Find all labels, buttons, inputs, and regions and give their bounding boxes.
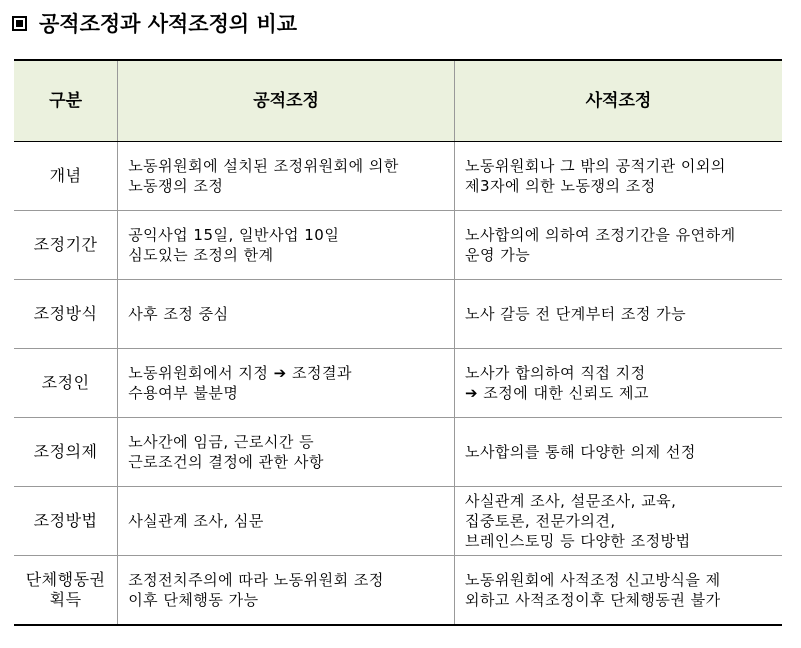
page-title (12, 8, 297, 38)
table-row (14, 556, 782, 626)
row-category: 조정방식 (14, 280, 118, 349)
comparison-table (14, 59, 782, 626)
row-category: 조정인 (14, 349, 118, 418)
private-cell: 노사합의를 통해 다양한 의제 선정 (454, 418, 782, 487)
table-row (14, 142, 782, 211)
row-category: 단체행동권 획득 (14, 556, 118, 626)
table-row (14, 211, 782, 280)
header-row (14, 60, 782, 142)
private-cell: 노사합의에 의하여 조정기간을 유연하게 운영 가능 (454, 211, 782, 280)
public-cell: 노동위원회에 설치된 조정위원회에 의한 노동쟁의 조정 (118, 142, 455, 211)
row-category: 조정기간 (14, 211, 118, 280)
header-public: 공적조정 (118, 60, 455, 142)
table-row (14, 280, 782, 349)
row-category: 조정방법 (14, 487, 118, 556)
square-bullet-icon (12, 16, 27, 31)
table-row (14, 487, 782, 556)
public-cell: 공익사업 15일, 일반사업 10일 심도있는 조정의 한계 (118, 211, 455, 280)
public-cell: 조정전치주의에 따라 노동위원회 조정 이후 단체행동 가능 (118, 556, 455, 626)
header-category: 구분 (14, 60, 118, 142)
public-cell: 사실관계 조사, 심문 (118, 487, 455, 556)
public-cell: 노동위원회에서 지정 ➔ 조정결과 수용여부 불분명 (118, 349, 455, 418)
private-cell: 노동위원회에 사적조정 신고방식을 제 외하고 사적조정이후 단체행동권 불가 (454, 556, 782, 626)
private-cell: 사실관계 조사, 설문조사, 교육, 집중토론, 전문가의견, 브레인스토밍 등 다양한 조정방법 (454, 487, 782, 556)
public-cell: 사후 조정 중심 (118, 280, 455, 349)
title-text: 공적조정과 사적조정의 비교 (39, 12, 298, 36)
table-row (14, 349, 782, 418)
header-private: 사적조정 (454, 60, 782, 142)
row-category: 개념 (14, 142, 118, 211)
private-cell: 노동위원회나 그 밖의 공적기관 이외의 제3자에 의한 노동쟁의 조정 (454, 142, 782, 211)
private-cell: 노사 갈등 전 단계부터 조정 가능 (454, 280, 782, 349)
public-cell: 노사간에 임금, 근로시간 등 근로조건의 결정에 관한 사항 (118, 418, 455, 487)
row-category: 조정의제 (14, 418, 118, 487)
table-row (14, 418, 782, 487)
private-cell: 노사가 합의하여 직접 지정 ➔ 조정에 대한 신뢰도 제고 (454, 349, 782, 418)
